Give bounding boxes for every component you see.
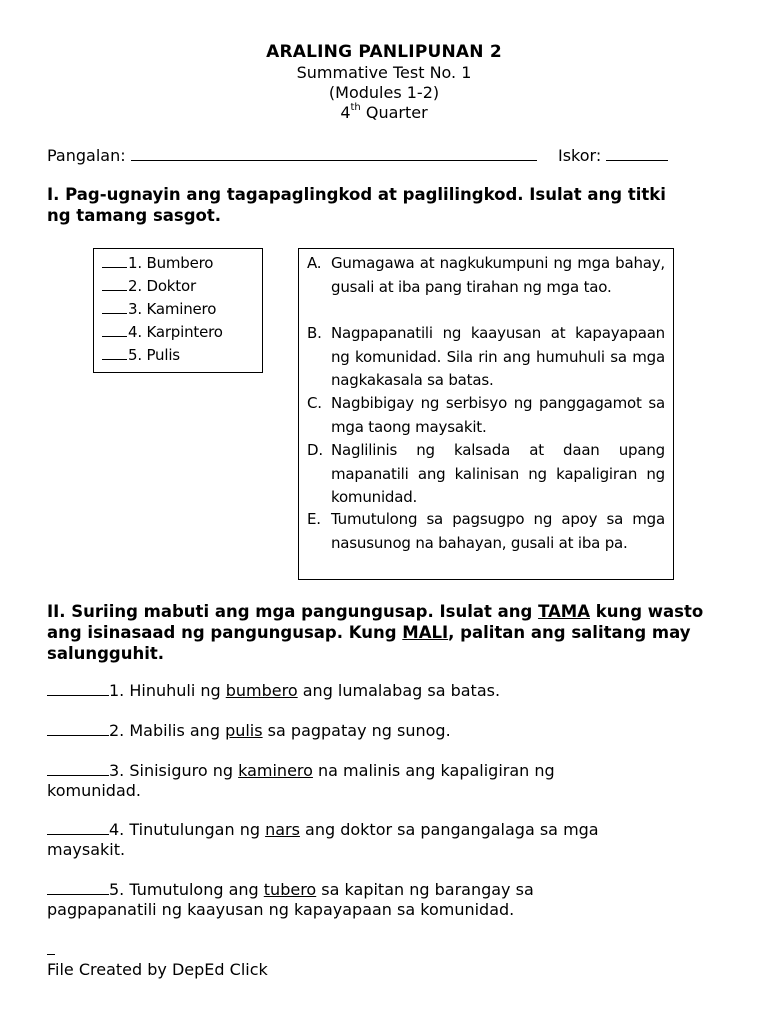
name-blank[interactable] xyxy=(131,145,537,161)
answer-blank[interactable] xyxy=(47,881,109,895)
modules-subtitle: (Modules 1-2) xyxy=(328,83,440,102)
choice-text: Naglilinis ng kalsada at daan upang mapanatili ang kalinisan ng kapaligiran ng komunidad. xyxy=(331,441,665,506)
choice-letter: D. xyxy=(307,441,323,459)
statement-item: 2. Mabilis ang pulis sa pagpatay ng sunog. xyxy=(47,721,727,741)
document-title: ARALING PANLIPUNAN 2 xyxy=(266,42,502,62)
service-choice xyxy=(307,252,665,299)
service-choice xyxy=(307,322,665,393)
underlined-word: bumbero xyxy=(225,681,298,700)
quarter-word: Quarter xyxy=(365,103,428,122)
answer-blank[interactable] xyxy=(47,762,109,776)
choice-letter: C. xyxy=(307,394,322,412)
servant-item: 2. Doktor xyxy=(102,277,196,295)
underlined-word: pulis xyxy=(225,721,263,740)
servant-item: 5. Pulis xyxy=(102,346,180,364)
tama-keyword: TAMA xyxy=(538,602,590,621)
servant-item: 4. Karpintero xyxy=(102,323,223,341)
statement-item: 3. Sinisiguro ng kaminero na malinis ang kapaligiran ng komunidad. xyxy=(47,761,555,800)
mali-keyword: MALI xyxy=(402,623,449,642)
statement-item: 5. Tumutulong ang tubero sa kapitan ng barangay sa pagpapanatili ng kaayusan ng kapayapaan sa komunidad. xyxy=(47,880,534,919)
answer-blank[interactable] xyxy=(102,346,127,360)
services-box xyxy=(298,248,674,580)
answer-blank[interactable] xyxy=(102,254,127,268)
choice-text: Nagpapanatili ng kaayusan at kapayapaan ng komunidad. Sila rin ang humuhuli sa mga nagkakasala sa batas. xyxy=(331,324,665,389)
answer-blank[interactable] xyxy=(47,682,109,696)
choice-text: Tumutulong sa pagsugpo ng apoy sa mga nasusunog na bahayan, gusali at iba pa. xyxy=(331,510,665,552)
score-blank[interactable] xyxy=(606,145,668,161)
servants-box xyxy=(93,248,263,373)
score-field-row xyxy=(558,145,668,165)
quarter-superscript: th xyxy=(350,102,361,113)
choice-letter: E. xyxy=(307,510,321,528)
choice-text: Gumagawa at nagkukumpuni ng mga bahay, gusali at iba pang tirahan ng mga tao. xyxy=(331,254,665,296)
service-choice xyxy=(307,392,665,439)
servant-item: 1. Bumbero xyxy=(102,254,213,272)
quarter-number: 4 xyxy=(340,103,351,122)
answer-blank[interactable] xyxy=(47,821,109,835)
quarter-subtitle xyxy=(0,103,768,122)
test-subtitle: Summative Test No. 1 xyxy=(296,63,472,82)
footer-dash xyxy=(47,944,55,955)
servant-item: 3. Kaminero xyxy=(102,300,216,318)
part2-instruction: II. Suriing mabuti ang mga pangungusap. Isulat ang TAMA kung wasto ang isinasaad ng pangungusap. Kung MALI, palitan ang salitang may salungguhit. xyxy=(47,602,704,663)
answer-blank[interactable] xyxy=(102,277,127,291)
name-field-row xyxy=(47,145,537,165)
choice-text: Nagbibigay ng serbisyo ng panggagamot sa mga taong maysakit. xyxy=(331,394,665,436)
underlined-word: tubero xyxy=(263,880,317,899)
statement-item: 1. Hinuhuli ng bumbero ang lumalabag sa batas. xyxy=(47,681,727,701)
statement-item: 4. Tinutulungan ng nars ang doktor sa pangangalaga sa mga maysakit. xyxy=(47,820,599,859)
footer-credit: File Created by DepEd Click xyxy=(47,960,268,979)
choice-letter: A. xyxy=(307,254,322,272)
answer-blank[interactable] xyxy=(47,722,109,736)
underlined-word: nars xyxy=(265,820,300,839)
underlined-word: kaminero xyxy=(238,761,313,780)
service-choice xyxy=(307,508,665,555)
choice-letter: B. xyxy=(307,324,322,342)
name-label: Pangalan: xyxy=(47,146,126,165)
answer-blank[interactable] xyxy=(102,300,127,314)
answer-blank[interactable] xyxy=(102,323,127,337)
part1-instruction: I. Pag-ugnayin ang tagapaglingkod at paglilingkod. Isulat ang titki ng tamang sasgot. xyxy=(47,185,666,225)
service-choice xyxy=(307,439,665,510)
score-label: Iskor: xyxy=(558,146,602,165)
